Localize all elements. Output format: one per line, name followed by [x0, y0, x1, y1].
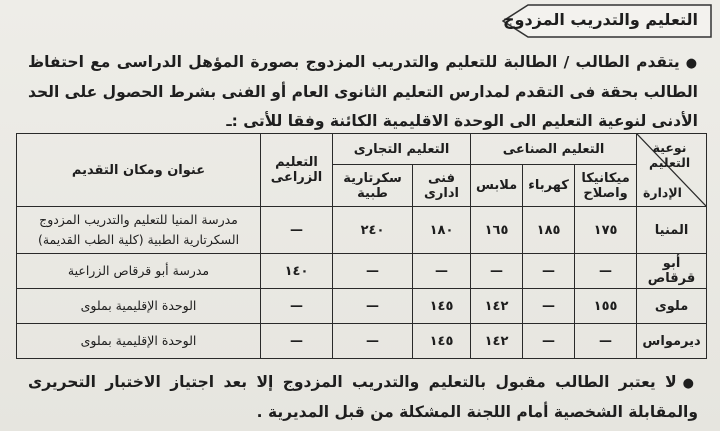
- industrial-header: التعليم الصناعى: [471, 134, 637, 165]
- subheader-admin-tech: فنى ادارى: [413, 165, 471, 207]
- value-cell: —: [575, 324, 637, 359]
- subheader-medical-secretary: سكرتارية طبية: [333, 165, 413, 207]
- corner-header-cell: [637, 134, 707, 207]
- admin-cell: أبو قرقاص: [637, 254, 707, 289]
- value-cell: ٢٤٠: [333, 207, 413, 254]
- value-cell: ١٤٢: [471, 324, 523, 359]
- value-cell: —: [523, 254, 575, 289]
- value-cell: —: [575, 254, 637, 289]
- address-cell: الوحدة الإقليمية بملوى: [17, 289, 261, 324]
- corner-bottom-label: الإدارة: [643, 185, 682, 200]
- admin-cell: ملوى: [637, 289, 707, 324]
- value-cell: —: [333, 289, 413, 324]
- banner-title: التعليم والتدريب المزدوج: [502, 10, 698, 29]
- value-cell: ١٦٥: [471, 207, 523, 254]
- value-cell: ١٤٢: [471, 289, 523, 324]
- value-cell: —: [523, 289, 575, 324]
- commercial-header: التعليم التجارى: [333, 134, 471, 165]
- address-header: عنوان ومكان التقديم: [17, 134, 261, 207]
- table-row: [17, 324, 707, 359]
- admission-table: [16, 133, 707, 359]
- value-cell: —: [471, 254, 523, 289]
- bullet-icon: ●: [685, 56, 699, 71]
- value-cell: —: [261, 207, 333, 254]
- value-cell: ١٤٥: [413, 324, 471, 359]
- admin-cell: ديرمواس: [637, 324, 707, 359]
- subheader-mechanics: ميكانيكا واصلاح: [575, 165, 637, 207]
- bullet-icon: ●: [682, 376, 699, 391]
- value-cell: ١٨٥: [523, 207, 575, 254]
- note-text: لا يعتبر الطالب مقبول بالتعليم والتدريب المزدوج إلا بعد اجتياز الاختبار التحريرى والمقابلة الشخصية أمام اللجنة المشكلة من قبل المديرية .: [28, 373, 698, 421]
- address-cell: الوحدة الإقليمية بملوى: [17, 324, 261, 359]
- value-cell: —: [261, 324, 333, 359]
- value-cell: ١٥٥: [575, 289, 637, 324]
- value-cell: —: [333, 254, 413, 289]
- address-cell: مدرسة أبو قرقاص الزراعية: [17, 254, 261, 289]
- address-cell: مدرسة المنيا للتعليم والتدريب المزدوج السكرتارية الطبية (كلية الطب القديمة): [17, 207, 261, 254]
- intro-text: يتقدم الطالب / الطالبة للتعليم والتدريب المزدوج بصورة المؤهل الدراسى مع احتفاظ الطالب بحقة فى التقدم لمدارس التعليم الثانوى العام أو الفنى بشرط الحصول على الحد الأدنى لنوعية التعليم الى الوحدة الاقليمية الكائنة وفقا للأتى :ـ: [28, 53, 698, 130]
- agricultural-header: التعليم الزراعى: [261, 134, 333, 207]
- value-cell: ١٧٥: [575, 207, 637, 254]
- title-banner: [502, 4, 712, 38]
- value-cell: —: [261, 289, 333, 324]
- subheader-clothing: ملابس: [471, 165, 523, 207]
- subheader-electricity: كهرباء: [523, 165, 575, 207]
- table-row: [17, 289, 707, 324]
- table-row: [17, 254, 707, 289]
- value-cell: ١٤٠: [261, 254, 333, 289]
- note-paragraph: [28, 368, 698, 427]
- value-cell: —: [523, 324, 575, 359]
- value-cell: ١٨٠: [413, 207, 471, 254]
- corner-top-label: نوعية التعليم: [648, 140, 691, 170]
- value-cell: —: [413, 254, 471, 289]
- value-cell: ١٤٥: [413, 289, 471, 324]
- admin-cell: المنيا: [637, 207, 707, 254]
- table-row: [17, 207, 707, 254]
- intro-paragraph: [28, 48, 698, 136]
- value-cell: —: [333, 324, 413, 359]
